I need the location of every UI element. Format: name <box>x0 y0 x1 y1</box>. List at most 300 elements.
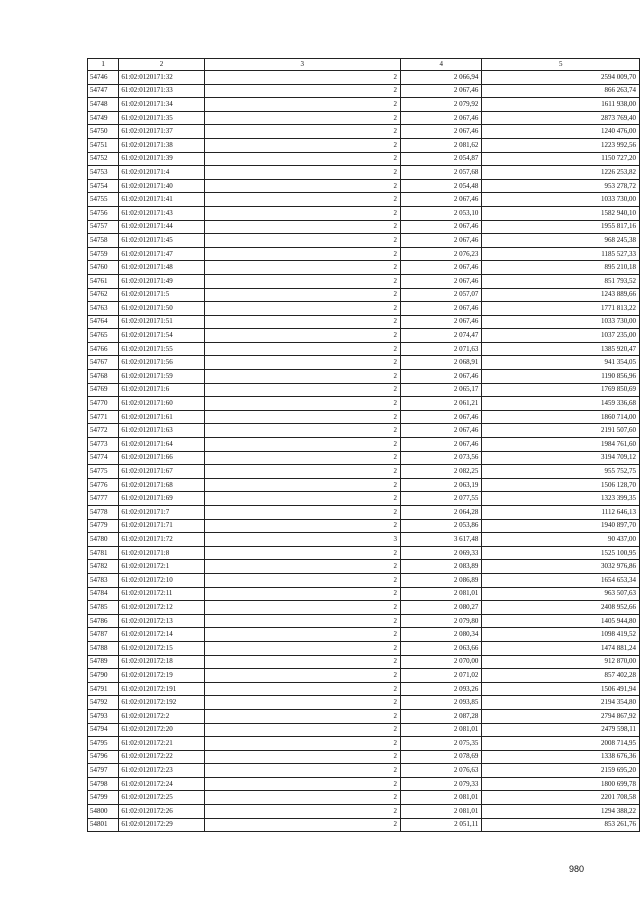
table-row <box>88 370 640 384</box>
column-header-1: 1 <box>88 59 119 71</box>
cadastral-number-cell: 61:02:0120171:6 <box>119 383 204 397</box>
category-code-cell: 2 <box>204 696 401 710</box>
cadastral-value-cell: 968 245,38 <box>482 234 640 248</box>
cadastral-value-cell: 851 793,52 <box>482 274 640 288</box>
category-code-cell: 2 <box>204 125 401 139</box>
category-code-cell: 2 <box>204 329 401 343</box>
area-value-cell: 2 075,35 <box>401 737 482 751</box>
table-row <box>88 560 640 574</box>
cadastral-value-cell: 1525 100,95 <box>482 546 640 560</box>
cadastral-table <box>87 58 640 832</box>
table-row <box>88 383 640 397</box>
area-value-cell: 2 067,46 <box>401 125 482 139</box>
table-row <box>88 206 640 220</box>
cadastral-value-cell: 955 752,75 <box>482 465 640 479</box>
cadastral-number-cell: 61:02:0120172:22 <box>119 750 204 764</box>
area-value-cell: 2 061,21 <box>401 397 482 411</box>
category-code-cell: 2 <box>204 383 401 397</box>
category-code-cell: 2 <box>204 777 401 791</box>
table-row <box>88 709 640 723</box>
cadastral-number-cell: 61:02:0120171:41 <box>119 193 204 207</box>
row-number-cell: 54763 <box>88 302 119 316</box>
cadastral-value-cell: 963 507,63 <box>482 587 640 601</box>
cadastral-value-cell: 953 278,72 <box>482 179 640 193</box>
category-code-cell: 2 <box>204 492 401 506</box>
cadastral-number-cell: 61:02:0120172:29 <box>119 818 204 832</box>
cadastral-value-cell: 1474 881,24 <box>482 641 640 655</box>
area-value-cell: 2 057,07 <box>401 288 482 302</box>
category-code-cell: 2 <box>204 791 401 805</box>
cadastral-value-cell: 1654 653,34 <box>482 573 640 587</box>
row-number-cell: 54748 <box>88 98 119 112</box>
category-code-cell: 2 <box>204 451 401 465</box>
cadastral-value-cell: 1771 813,22 <box>482 302 640 316</box>
cadastral-number-cell: 61:02:0120172:21 <box>119 737 204 751</box>
cadastral-value-cell: 1098 419,52 <box>482 628 640 642</box>
area-value-cell: 2 068,91 <box>401 356 482 370</box>
row-number-cell: 54747 <box>88 84 119 98</box>
row-number-cell: 54799 <box>88 791 119 805</box>
category-code-cell: 2 <box>204 288 401 302</box>
row-number-cell: 54796 <box>88 750 119 764</box>
row-number-cell: 54765 <box>88 329 119 343</box>
row-number-cell: 54786 <box>88 614 119 628</box>
table-row <box>88 179 640 193</box>
row-number-cell: 54771 <box>88 410 119 424</box>
row-number-cell: 54759 <box>88 247 119 261</box>
cadastral-number-cell: 61:02:0120171:39 <box>119 152 204 166</box>
row-number-cell: 54756 <box>88 206 119 220</box>
cadastral-number-cell: 61:02:0120172:10 <box>119 573 204 587</box>
row-number-cell: 54789 <box>88 655 119 669</box>
row-number-cell: 54750 <box>88 125 119 139</box>
row-number-cell: 54784 <box>88 587 119 601</box>
area-value-cell: 2 054,48 <box>401 179 482 193</box>
cadastral-number-cell: 61:02:0120172:25 <box>119 791 204 805</box>
area-value-cell: 2 080,34 <box>401 628 482 642</box>
category-code-cell: 2 <box>204 193 401 207</box>
category-code-cell: 2 <box>204 234 401 248</box>
area-value-cell: 2 053,10 <box>401 206 482 220</box>
category-code-cell: 2 <box>204 628 401 642</box>
table-row <box>88 342 640 356</box>
row-number-cell: 54746 <box>88 71 119 85</box>
cadastral-number-cell: 61:02:0120172:12 <box>119 601 204 615</box>
cadastral-number-cell: 61:02:0120171:8 <box>119 546 204 560</box>
cadastral-value-cell: 1860 714,00 <box>482 410 640 424</box>
row-number-cell: 54775 <box>88 465 119 479</box>
cadastral-number-cell: 61:02:0120171:33 <box>119 84 204 98</box>
cadastral-value-cell: 2594 009,70 <box>482 71 640 85</box>
cadastral-number-cell: 61:02:0120172:14 <box>119 628 204 642</box>
table-row <box>88 261 640 275</box>
category-code-cell: 2 <box>204 138 401 152</box>
row-number-cell: 54776 <box>88 478 119 492</box>
category-code-cell: 2 <box>204 601 401 615</box>
cadastral-number-cell: 61:02:0120172:11 <box>119 587 204 601</box>
area-value-cell: 2 081,01 <box>401 723 482 737</box>
area-value-cell: 2 070,00 <box>401 655 482 669</box>
area-value-cell: 2 081,01 <box>401 805 482 819</box>
table-row <box>88 533 640 547</box>
category-code-cell: 2 <box>204 424 401 438</box>
cadastral-number-cell: 61:02:0120171:51 <box>119 315 204 329</box>
table-row <box>88 152 640 166</box>
page-number: 980 <box>569 864 585 874</box>
cadastral-value-cell: 90 437,00 <box>482 533 640 547</box>
cadastral-value-cell: 1294 388,22 <box>482 805 640 819</box>
cadastral-value-cell: 3194 709,12 <box>482 451 640 465</box>
row-number-cell: 54766 <box>88 342 119 356</box>
cadastral-number-cell: 61:02:0120171:40 <box>119 179 204 193</box>
area-value-cell: 2 082,25 <box>401 465 482 479</box>
table-row <box>88 166 640 180</box>
area-value-cell: 2 067,46 <box>401 111 482 125</box>
area-value-cell: 2 063,66 <box>401 641 482 655</box>
header-row <box>88 59 640 71</box>
area-value-cell: 2 054,87 <box>401 152 482 166</box>
cadastral-value-cell: 895 210,18 <box>482 261 640 275</box>
row-number-cell: 54800 <box>88 805 119 819</box>
cadastral-value-cell: 1112 646,13 <box>482 506 640 520</box>
category-code-cell: 2 <box>204 723 401 737</box>
cadastral-number-cell: 61:02:0120171:50 <box>119 302 204 316</box>
row-number-cell: 54751 <box>88 138 119 152</box>
category-code-cell: 2 <box>204 152 401 166</box>
cadastral-number-cell: 61:02:0120171:55 <box>119 342 204 356</box>
area-value-cell: 2 067,46 <box>401 234 482 248</box>
cadastral-number-cell: 61:02:0120171:68 <box>119 478 204 492</box>
table-row <box>88 805 640 819</box>
table-row <box>88 302 640 316</box>
row-number-cell: 54777 <box>88 492 119 506</box>
cadastral-number-cell: 61:02:0120171:69 <box>119 492 204 506</box>
cadastral-value-cell: 2191 507,60 <box>482 424 640 438</box>
table-row <box>88 587 640 601</box>
table-row <box>88 356 640 370</box>
table-row <box>88 573 640 587</box>
area-value-cell: 2 079,33 <box>401 777 482 791</box>
cadastral-value-cell: 1385 920,47 <box>482 342 640 356</box>
row-number-cell: 54779 <box>88 519 119 533</box>
cadastral-value-cell: 1240 476,00 <box>482 125 640 139</box>
row-number-cell: 54780 <box>88 533 119 547</box>
row-number-cell: 54754 <box>88 179 119 193</box>
table-row <box>88 669 640 683</box>
cadastral-number-cell: 61:02:0120171:59 <box>119 370 204 384</box>
table-row <box>88 601 640 615</box>
area-value-cell: 2 087,28 <box>401 709 482 723</box>
cadastral-number-cell: 61:02:0120171:35 <box>119 111 204 125</box>
category-code-cell: 2 <box>204 206 401 220</box>
table-row <box>88 410 640 424</box>
table-row <box>88 315 640 329</box>
area-value-cell: 2 083,89 <box>401 560 482 574</box>
cadastral-number-cell: 61:02:0120171:37 <box>119 125 204 139</box>
cadastral-number-cell: 61:02:0120171:32 <box>119 71 204 85</box>
cadastral-value-cell: 2479 598,11 <box>482 723 640 737</box>
row-number-cell: 54783 <box>88 573 119 587</box>
row-number-cell: 54752 <box>88 152 119 166</box>
row-number-cell: 54778 <box>88 506 119 520</box>
area-value-cell: 3 617,48 <box>401 533 482 547</box>
cadastral-value-cell: 941 354,05 <box>482 356 640 370</box>
cadastral-value-cell: 912 870,00 <box>482 655 640 669</box>
row-number-cell: 54792 <box>88 696 119 710</box>
cadastral-number-cell: 61:02:0120171:34 <box>119 98 204 112</box>
row-number-cell: 54781 <box>88 546 119 560</box>
row-number-cell: 54760 <box>88 261 119 275</box>
category-code-cell: 2 <box>204 818 401 832</box>
cadastral-value-cell: 1611 938,00 <box>482 98 640 112</box>
category-code-cell: 2 <box>204 410 401 424</box>
cadastral-number-cell: 61:02:0120171:49 <box>119 274 204 288</box>
column-header-5: 5 <box>482 59 640 71</box>
table-row <box>88 138 640 152</box>
cadastral-number-cell: 61:02:0120172:1 <box>119 560 204 574</box>
category-code-cell: 2 <box>204 438 401 452</box>
cadastral-value-cell: 1150 727,20 <box>482 152 640 166</box>
cadastral-value-cell: 1323 399,35 <box>482 492 640 506</box>
row-number-cell: 54774 <box>88 451 119 465</box>
cadastral-value-cell: 853 261,76 <box>482 818 640 832</box>
cadastral-number-cell: 61:02:0120171:47 <box>119 247 204 261</box>
table-row <box>88 818 640 832</box>
category-code-cell: 2 <box>204 465 401 479</box>
table-row <box>88 98 640 112</box>
table-row <box>88 125 640 139</box>
table-row <box>88 424 640 438</box>
row-number-cell: 54795 <box>88 737 119 751</box>
row-number-cell: 54788 <box>88 641 119 655</box>
table-row <box>88 220 640 234</box>
area-value-cell: 2 074,47 <box>401 329 482 343</box>
area-value-cell: 2 071,63 <box>401 342 482 356</box>
area-value-cell: 2 067,46 <box>401 370 482 384</box>
row-number-cell: 54757 <box>88 220 119 234</box>
cadastral-value-cell: 1940 897,70 <box>482 519 640 533</box>
cadastral-number-cell: 61:02:0120172:13 <box>119 614 204 628</box>
area-value-cell: 2 067,46 <box>401 261 482 275</box>
area-value-cell: 2 076,23 <box>401 247 482 261</box>
category-code-cell: 2 <box>204 315 401 329</box>
column-header-3: 3 <box>204 59 401 71</box>
row-number-cell: 54770 <box>88 397 119 411</box>
table-row <box>88 655 640 669</box>
area-value-cell: 2 067,46 <box>401 424 482 438</box>
area-value-cell: 2 057,68 <box>401 166 482 180</box>
table-row <box>88 274 640 288</box>
area-value-cell: 2 067,46 <box>401 302 482 316</box>
table-row <box>88 628 640 642</box>
area-value-cell: 2 093,26 <box>401 682 482 696</box>
cadastral-value-cell: 1955 817,16 <box>482 220 640 234</box>
row-number-cell: 54749 <box>88 111 119 125</box>
area-value-cell: 2 086,89 <box>401 573 482 587</box>
category-code-cell: 2 <box>204 641 401 655</box>
table-row <box>88 546 640 560</box>
cadastral-value-cell: 2159 695,20 <box>482 764 640 778</box>
category-code-cell: 2 <box>204 764 401 778</box>
cadastral-number-cell: 61:02:0120172:192 <box>119 696 204 710</box>
row-number-cell: 54794 <box>88 723 119 737</box>
row-number-cell: 54790 <box>88 669 119 683</box>
row-number-cell: 54758 <box>88 234 119 248</box>
category-code-cell: 3 <box>204 533 401 547</box>
cadastral-number-cell: 61:02:0120171:66 <box>119 451 204 465</box>
row-number-cell: 54773 <box>88 438 119 452</box>
cadastral-number-cell: 61:02:0120172:26 <box>119 805 204 819</box>
cadastral-value-cell: 1582 940,10 <box>482 206 640 220</box>
category-code-cell: 2 <box>204 519 401 533</box>
cadastral-number-cell: 61:02:0120171:45 <box>119 234 204 248</box>
table-row <box>88 71 640 85</box>
category-code-cell: 2 <box>204 397 401 411</box>
cadastral-number-cell: 61:02:0120172:15 <box>119 641 204 655</box>
cadastral-value-cell: 1405 944,80 <box>482 614 640 628</box>
row-number-cell: 54797 <box>88 764 119 778</box>
table-row <box>88 492 640 506</box>
cadastral-value-cell: 1033 730,00 <box>482 193 640 207</box>
table-row <box>88 791 640 805</box>
cadastral-value-cell: 1037 235,00 <box>482 329 640 343</box>
row-number-cell: 54787 <box>88 628 119 642</box>
row-number-cell: 54772 <box>88 424 119 438</box>
cadastral-number-cell: 61:02:0120171:5 <box>119 288 204 302</box>
cadastral-number-cell: 61:02:0120171:60 <box>119 397 204 411</box>
area-value-cell: 2 081,01 <box>401 587 482 601</box>
cadastral-value-cell: 1243 889,66 <box>482 288 640 302</box>
area-value-cell: 2 079,92 <box>401 98 482 112</box>
cadastral-value-cell: 1190 856,96 <box>482 370 640 384</box>
category-code-cell: 2 <box>204 302 401 316</box>
area-value-cell: 2 067,46 <box>401 274 482 288</box>
table-row <box>88 737 640 751</box>
cadastral-number-cell: 61:02:0120171:38 <box>119 138 204 152</box>
table-row <box>88 465 640 479</box>
cadastral-value-cell: 3032 976,86 <box>482 560 640 574</box>
cadastral-value-cell: 1769 850,69 <box>482 383 640 397</box>
row-number-cell: 54761 <box>88 274 119 288</box>
cadastral-number-cell: 61:02:0120172:19 <box>119 669 204 683</box>
table-row <box>88 750 640 764</box>
category-code-cell: 2 <box>204 84 401 98</box>
category-code-cell: 2 <box>204 709 401 723</box>
table-row <box>88 288 640 302</box>
cadastral-number-cell: 61:02:0120171:54 <box>119 329 204 343</box>
table-row <box>88 777 640 791</box>
area-value-cell: 2 093,85 <box>401 696 482 710</box>
category-code-cell: 2 <box>204 111 401 125</box>
row-number-cell: 54785 <box>88 601 119 615</box>
area-value-cell: 2 067,46 <box>401 193 482 207</box>
category-code-cell: 2 <box>204 356 401 370</box>
area-value-cell: 2 069,33 <box>401 546 482 560</box>
category-code-cell: 2 <box>204 370 401 384</box>
category-code-cell: 2 <box>204 750 401 764</box>
category-code-cell: 2 <box>204 805 401 819</box>
cadastral-number-cell: 61:02:0120171:56 <box>119 356 204 370</box>
area-value-cell: 2 063,19 <box>401 478 482 492</box>
row-number-cell: 54767 <box>88 356 119 370</box>
row-number-cell: 54769 <box>88 383 119 397</box>
row-number-cell: 54782 <box>88 560 119 574</box>
category-code-cell: 2 <box>204 546 401 560</box>
cadastral-value-cell: 1226 253,82 <box>482 166 640 180</box>
table-row <box>88 193 640 207</box>
area-value-cell: 2 067,46 <box>401 220 482 234</box>
row-number-cell: 54791 <box>88 682 119 696</box>
table-row <box>88 506 640 520</box>
cadastral-value-cell: 2201 708,58 <box>482 791 640 805</box>
cadastral-value-cell: 1800 699,78 <box>482 777 640 791</box>
cadastral-number-cell: 61:02:0120171:44 <box>119 220 204 234</box>
cadastral-value-cell: 1506 128,70 <box>482 478 640 492</box>
cadastral-number-cell: 61:02:0120172:191 <box>119 682 204 696</box>
area-value-cell: 2 080,27 <box>401 601 482 615</box>
cadastral-number-cell: 61:02:0120171:48 <box>119 261 204 275</box>
area-value-cell: 2 065,17 <box>401 383 482 397</box>
table-row <box>88 696 640 710</box>
row-number-cell: 54762 <box>88 288 119 302</box>
table-row <box>88 329 640 343</box>
row-number-cell: 54798 <box>88 777 119 791</box>
category-code-cell: 2 <box>204 587 401 601</box>
cadastral-number-cell: 61:02:0120171:61 <box>119 410 204 424</box>
category-code-cell: 2 <box>204 261 401 275</box>
area-value-cell: 2 078,69 <box>401 750 482 764</box>
table-row <box>88 641 640 655</box>
cadastral-number-cell: 61:02:0120171:4 <box>119 166 204 180</box>
cadastral-number-cell: 61:02:0120171:67 <box>119 465 204 479</box>
category-code-cell: 2 <box>204 274 401 288</box>
category-code-cell: 2 <box>204 220 401 234</box>
area-value-cell: 2 077,55 <box>401 492 482 506</box>
row-number-cell: 54753 <box>88 166 119 180</box>
area-value-cell: 2 066,94 <box>401 71 482 85</box>
category-code-cell: 2 <box>204 573 401 587</box>
area-value-cell: 2 053,86 <box>401 519 482 533</box>
column-header-4: 4 <box>401 59 482 71</box>
table-row <box>88 438 640 452</box>
category-code-cell: 2 <box>204 506 401 520</box>
cadastral-number-cell: 61:02:0120172:18 <box>119 655 204 669</box>
table-row <box>88 723 640 737</box>
row-number-cell: 54768 <box>88 370 119 384</box>
table-row <box>88 247 640 261</box>
row-number-cell: 54793 <box>88 709 119 723</box>
cadastral-value-cell: 2873 769,40 <box>482 111 640 125</box>
table-row <box>88 682 640 696</box>
cadastral-value-cell: 1033 730,00 <box>482 315 640 329</box>
cadastral-number-cell: 61:02:0120172:2 <box>119 709 204 723</box>
table-row <box>88 764 640 778</box>
cadastral-value-cell: 1338 676,36 <box>482 750 640 764</box>
row-number-cell: 54801 <box>88 818 119 832</box>
cadastral-value-cell: 857 402,28 <box>482 669 640 683</box>
area-value-cell: 2 067,46 <box>401 84 482 98</box>
table-row <box>88 614 640 628</box>
category-code-cell: 2 <box>204 478 401 492</box>
area-value-cell: 2 067,46 <box>401 410 482 424</box>
cadastral-value-cell: 1459 336,68 <box>482 397 640 411</box>
row-number-cell: 54755 <box>88 193 119 207</box>
cadastral-value-cell: 1223 992,56 <box>482 138 640 152</box>
category-code-cell: 2 <box>204 682 401 696</box>
area-value-cell: 2 071,02 <box>401 669 482 683</box>
cadastral-number-cell: 61:02:0120172:20 <box>119 723 204 737</box>
cadastral-number-cell: 61:02:0120171:43 <box>119 206 204 220</box>
